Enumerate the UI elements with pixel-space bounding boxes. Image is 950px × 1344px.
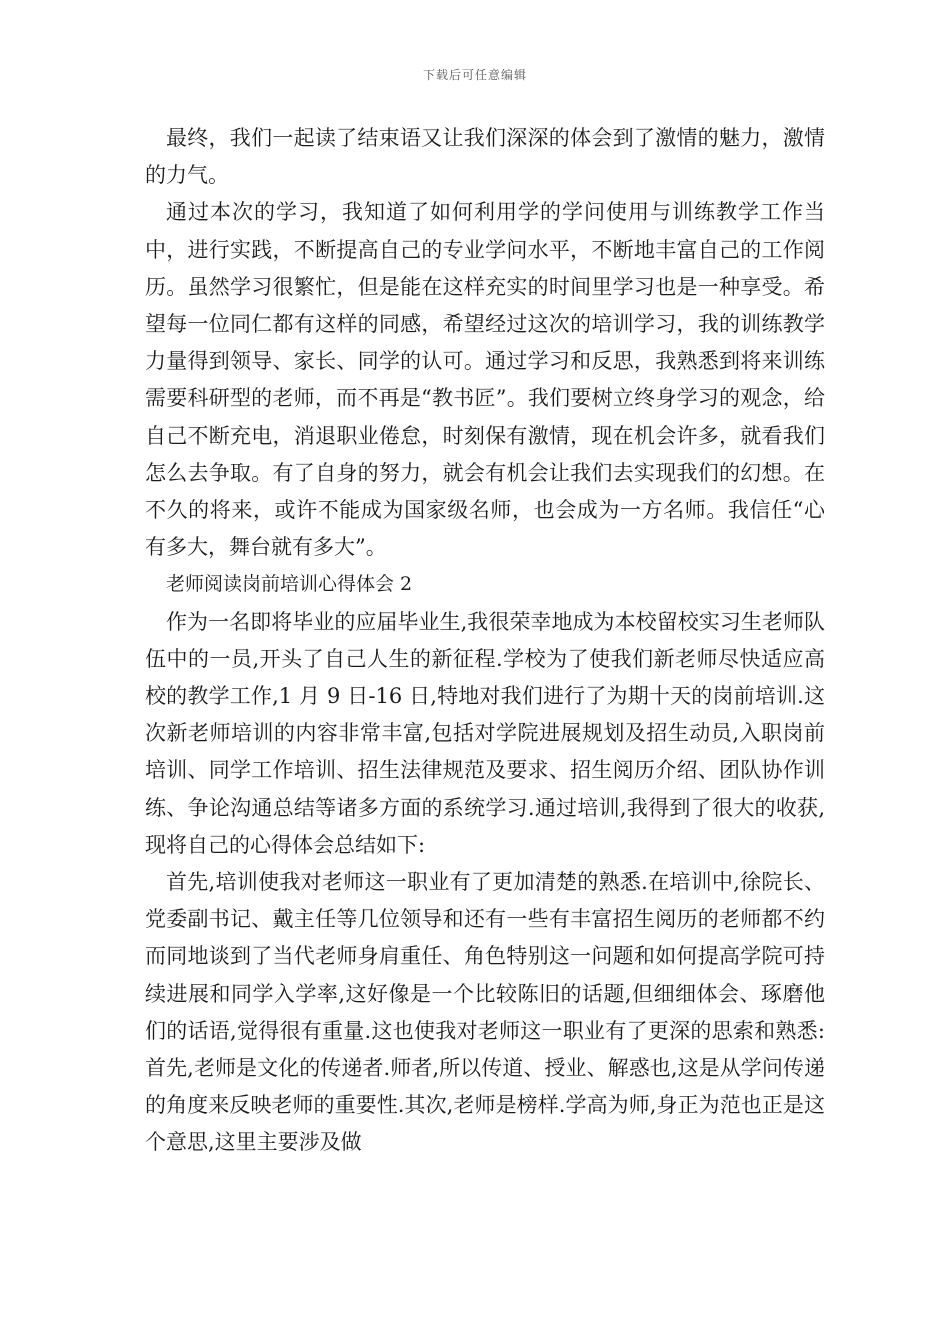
paragraph-intro: 作为一名即将毕业的应届毕业生,我很荣幸地成为本校留校实习生老师队伍中的一员,开头了自己人生的新征程.学校为了使我们新老师尽快适应高校的教学工作,1 月 9 日-16 日,特地对我们进行了为期十天的岗前培训.这次新老师培训的内容非常丰富,包括对学院进展规划及招生动员,入职岗前培训、同学工作培训、招生法律规范及要求、招生阅历介绍、团队协作训练、争论沟通总结等诸多方面的系统学习.通过培训,我得到了很大的收获,现将自己的心得体会总结如下: [145,609,825,857]
paragraph-study-reflection: 通过本次的学习，我知道了如何利用学的学问使用与训练教学工作当中，进行实践，不断提高自己的专业学问水平，不断地丰富自己的工作阅历。虽然学习很繁忙，但是能在这样充实的时间里学习也是一种享受。希望每一位同仁都有这样的同感，希望经过这次的培训学习，我的训练教学力量得到领导、家长、同学的认可。通过学习和反思，我熟悉到将来训练需要科研型的老师，而不再是“教书匠”。我们要树立终身学习的观念，给自己不断充电，消退职业倦怠，时刻保有激情，现在机会许多，就看我们怎么去争取。有了自身的努力，就会有机会让我们去实现我们的幻想。在不久的将来，或许不能成为国家级名师，也会成为一方名师。我信任“心有多大，舞台就有多大”。 [145,200,825,560]
paragraph-closing: 最终，我们一起读了结束语又让我们深深的体会到了激情的魅力，激情的力气。 [145,126,825,188]
page-header: 下载后可任意编辑 [422,68,527,82]
paragraph-first-point: 首先,培训使我对老师这一职业有了更加清楚的熟悉.在培训中,徐院长、党委副书记、戴主任等几位领导和还有一些有丰富招生阅历的老师都不约而同地谈到了当代老师身肩重任、角色特别这一问题和如何提高学院可持续进展和同学入学率,这好像是一个比较陈旧的话题,但细细体会、琢磨他们的话语,觉得很有重量.这也使我对老师这一职业有了更深的思索和熟悉:首先,老师是文化的传递者.师者,所以传道、授业、解惑也,这是从学问传递的角度来反映老师的重要性.其次,老师是榜样.学高为师,身正为范也正是这个意思,这里主要涉及做 [145,870,825,1155]
document-body [145,120,825,1162]
section-heading: 老师阅读岗前培训心得体会 2 [166,573,413,596]
